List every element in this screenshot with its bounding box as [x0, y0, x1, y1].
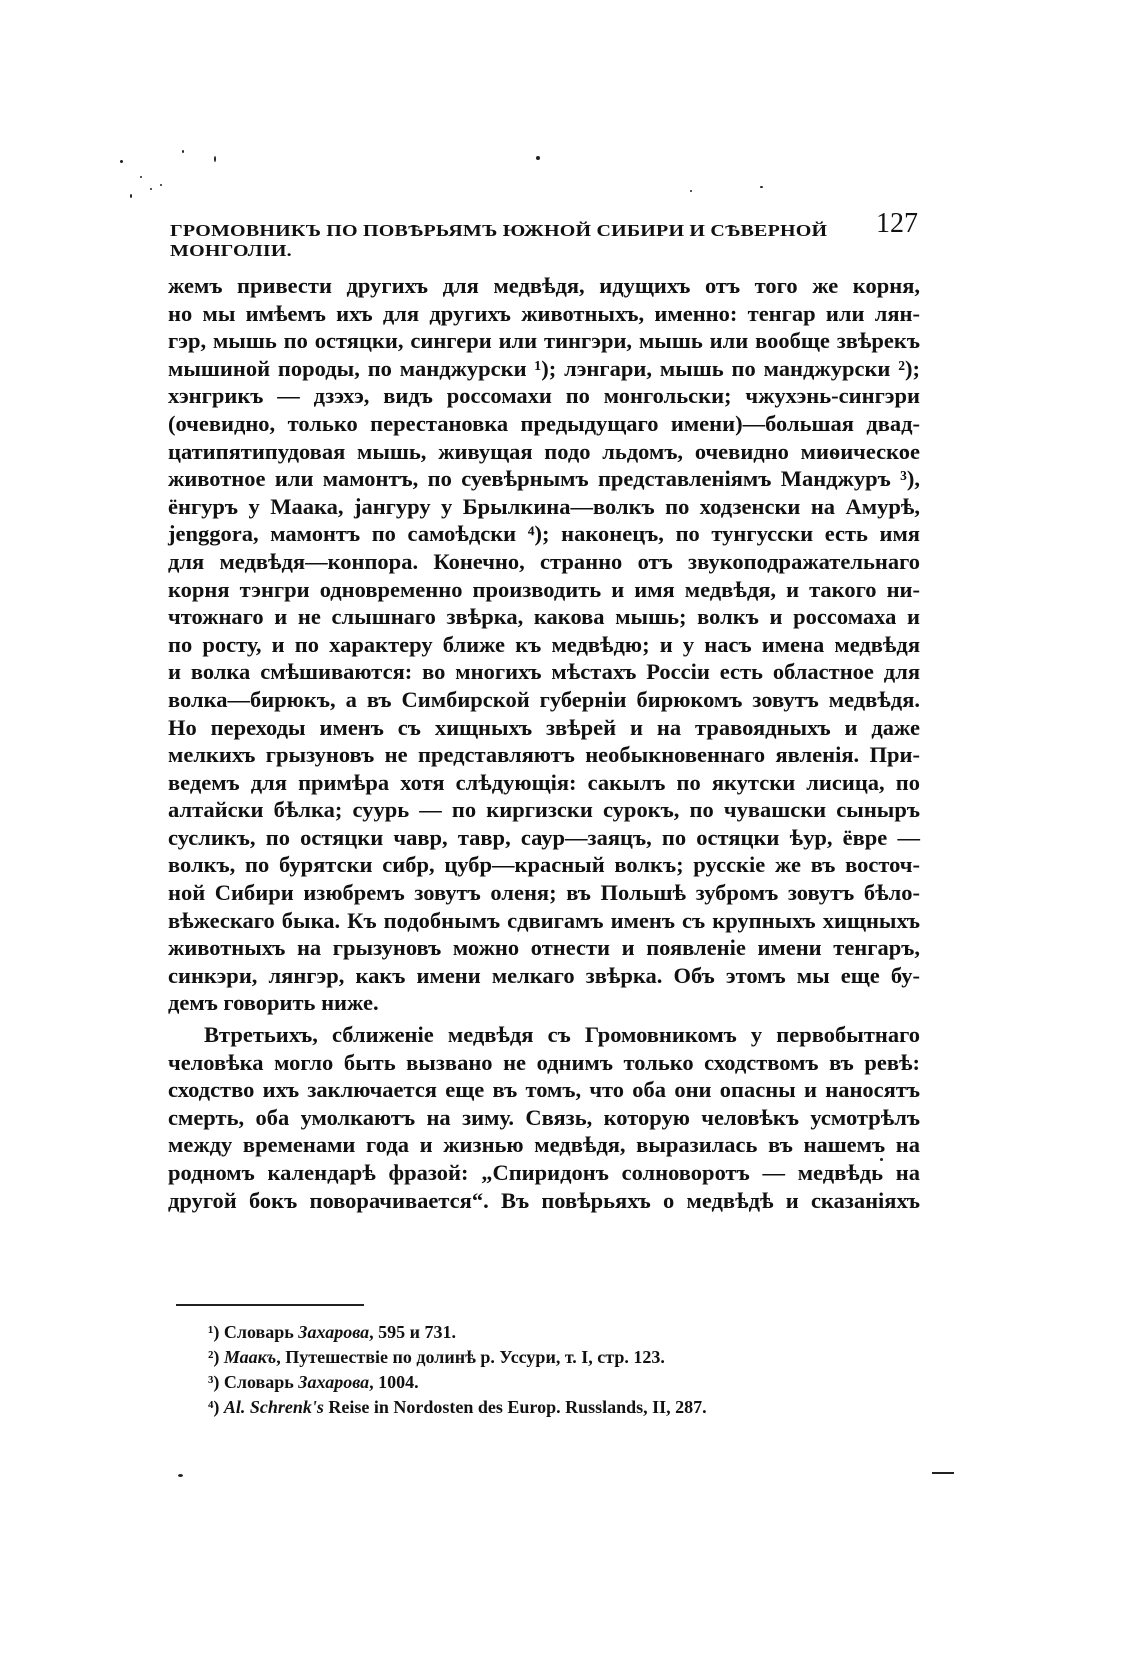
scan-mark — [932, 1472, 954, 1474]
text-line: волкъ, по бурятски сибр, цубр—красный волкъ; русскіе же въ восточ- — [168, 852, 920, 878]
text-line: по росту, и по характеру ближе къ медвѣдю; и у насъ имена медвѣдя — [168, 631, 920, 657]
footnote-italic: Al. Schrenk's — [223, 1397, 324, 1417]
text-line: мелкихъ грызуновъ не представляютъ необыкновеннаго явленія. При- — [168, 742, 920, 768]
footnote-item — [208, 1395, 928, 1420]
footnote-mark: ⁴) — [208, 1397, 220, 1417]
footnote-italic: Захарова — [298, 1322, 370, 1342]
text-line: животныхъ на грызуновъ можно отнести и появленіе имени тенгаръ, — [168, 935, 920, 961]
text-line: синкэри, лянгэр, какъ имени мелкаго звѣрка. Объ этомъ мы еще бу- — [168, 962, 920, 988]
text-line: мышиной породы, по манджурски ¹); лэнгари, мышь по манджурски ²); — [168, 355, 920, 381]
text-line: между временами года и жизнью медвѣдя, выразилась въ нашемъ на — [168, 1132, 920, 1158]
text-line: (очевидно, только перестановка предыдущаго имени)—большая двад- — [168, 410, 920, 436]
footnote-text: , 595 и 731. — [369, 1322, 457, 1342]
footnote-mark: ¹) — [208, 1322, 220, 1342]
text-line: корня тэнгри одновременно производить и имя медвѣдя, и такого ни- — [168, 576, 920, 602]
text-line: родномъ календарѣ фразой: „Спиридонъ солноворотъ — медвѣдь на — [168, 1160, 920, 1185]
text-line: жемъ привести другихъ для медвѣдя, идущихъ отъ того же корня, — [168, 273, 920, 298]
footnote-mark: ³) — [208, 1372, 220, 1392]
text-line: Но переходы именъ съ хищныхъ звѣрей и на травоядныхъ и даже — [168, 714, 920, 740]
footnotes — [208, 1320, 928, 1420]
text-line: вѣжескаго быка. Къ подобнымъ сдвигамъ именъ съ крупныхъ хищныхъ — [168, 907, 920, 933]
text-line: гэр, мышь по остяцки, сингери или тингэри, мышь или вообще звѣрекъ — [168, 328, 920, 354]
page-number: 127 — [876, 208, 918, 239]
footnote-text: , Путешествіе по долинѣ р. Уссури, т. I, стр. 123. — [276, 1347, 665, 1367]
text-line: смерть, оба умолкаютъ на зиму. Связь, которую человѣкъ усмотрѣлъ — [168, 1104, 920, 1130]
footnote-text: Reise in Nordosten des Europ. Russlands, II, 287. — [323, 1397, 707, 1417]
text-line: хэнгрикъ — дзэхэ, видъ россомахи по монгольски; чжухэнь-сингэри — [168, 383, 920, 409]
body-text — [168, 272, 920, 1214]
text-line: ёнгуръ у Маака, јангуру у Брылкина—волкъ по ходзенски на Амурѣ, — [168, 493, 920, 519]
text-line: другой бокъ поворачивается“. Въ повѣрьяхъ о медвѣдѣ и сказаніяхъ — [168, 1187, 920, 1213]
footnote-item — [208, 1370, 928, 1395]
text-line: сусликъ, по остяцки чавр, тавр, саур—заяцъ, по остяцки ѣур, ёвре — — [168, 824, 920, 850]
footnote-item — [208, 1345, 928, 1370]
running-header — [170, 208, 918, 261]
text-line: но мы имѣемъ ихъ для другихъ животныхъ, именно: тенгар или лян- — [168, 300, 920, 326]
text-line: животное или мамонтъ, по суевѣрнымъ представленіямъ Манджуръ ³), — [168, 466, 920, 492]
running-title: ГРОМОВНИКЪ ПО ПОВѢРЬЯМЪ ЮЖНОЙ СИБИРИ И СѢВЕРНОЙ МОНГОЛІИ. — [170, 221, 828, 261]
text-line: и волка смѣшиваются: во многихъ мѣстахъ Россіи есть областное для — [168, 659, 920, 685]
text-line: для медвѣдя—конпора. Конечно, странно отъ звукоподражательнаго — [168, 548, 920, 574]
footnote-text: , 1004. — [369, 1372, 419, 1392]
footnote-italic: Захарова — [298, 1372, 370, 1392]
footnote-prefix: Словарь — [223, 1322, 299, 1342]
text-line: волка—бирюкъ, а въ Симбирской губерніи бирюкомъ зовутъ медвѣдя. — [168, 686, 920, 712]
text-line: сходство ихъ заключается еще въ томъ, что оба они опасны и наносятъ — [168, 1077, 920, 1103]
text-line: Втретьихъ, сближеніе медвѣдя съ Громовникомъ у первобытнаго — [204, 1022, 920, 1048]
text-line: человѣка могло быть вызвано не однимъ только сходствомъ въ ревѣ: — [168, 1049, 920, 1075]
text-line: цатипятипудовая мышь, живущая подо льдомъ, очевидно миѳическое — [168, 438, 920, 464]
text-line: ной Сибири изюбремъ зовутъ оленя; въ Польшѣ зубромъ зовутъ бѣло- — [168, 880, 920, 906]
footnote-item — [208, 1320, 928, 1345]
text-line: чтожнаго и не слышнаго звѣрка, какова мышь; волкъ и россомаха и — [168, 604, 920, 630]
footnote-prefix: Словарь — [223, 1372, 299, 1392]
text-line: алтайски бѣлка; суурь — по киргизски сурокъ, по чувашски сыныръ — [168, 797, 920, 823]
text-line: јenggora, мамонтъ по самоѣдски ⁴); наконецъ, по тунгусски есть имя — [168, 521, 920, 547]
footnote-rule — [176, 1304, 364, 1306]
footnote-mark: ²) — [208, 1347, 220, 1367]
footnote-italic: Маакъ — [223, 1347, 277, 1367]
text-line: ведемъ для примѣра хотя слѣдующія: сакылъ по якутски лисица, по — [168, 769, 920, 795]
text-line: демъ говорить ниже. — [168, 990, 379, 1016]
